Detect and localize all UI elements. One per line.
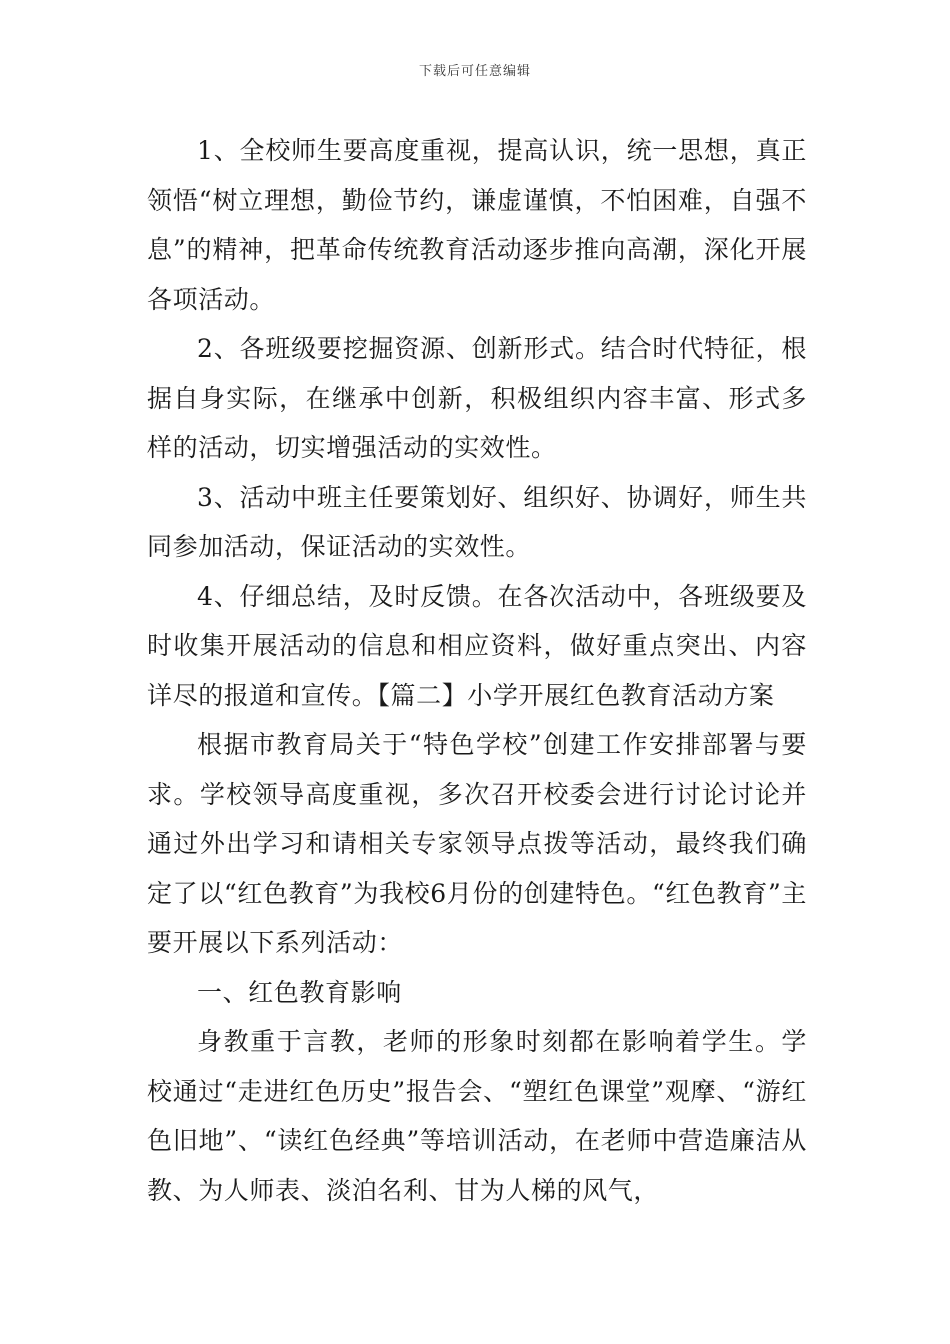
paragraph-section-body: 身教重于言教，老师的形象时刻都在影响着学生。学校通过“走进红色历史”报告会、“塑红色课堂”观摩、“游红色旧地”、“读红色经典”等培训活动，在老师中营造廉洁从教、为人师表、淡泊名利、甘为人梯的风气， [147,1027,807,1205]
page-header-note: 下载后可任意编辑 [418,64,531,79]
paragraph-item-3: 3、活动中班主任要策划好、组织好、协调好，师生共同参加活动，保证活动的实效性。 [147,482,807,561]
document-body [147,126,807,1215]
paragraph-intro: 根据市教育局关于“特色学校”创建工作安排部署与要求。学校领导高度重视，多次召开校委会进行讨论讨论并通过外出学习和请相关专家领导点拨等活动，最终我们确定了以“红色教育”为我校6月份的创建特色。“红色教育”主要开展以下系列活动： [147,730,807,957]
paragraph-item-2: 2、各班级要挖掘资源、创新形式。结合时代特征，根据自身实际，在继承中创新，积极组织内容丰富、形式多样的活动，切实增强活动的实效性。 [147,334,807,462]
section-heading: 一、红色教育影响 [197,977,402,1007]
paragraph-item-1: 1、全校师生要高度重视，提高认识，统一思想，真正领悟“树立理想，勤俭节约，谦虚谨慎，不怕困难，自强不息”的精神，把革命传统教育活动逐步推向高潮，深化开展各项活动。 [147,136,807,314]
paragraph-item-4: 4、仔细总结，及时反馈。在各次活动中，各班级要及时收集开展活动的信息和相应资料，做好重点突出、内容详尽的报道和宣传。【篇二】小学开展红色教育活动方案 [147,581,807,710]
